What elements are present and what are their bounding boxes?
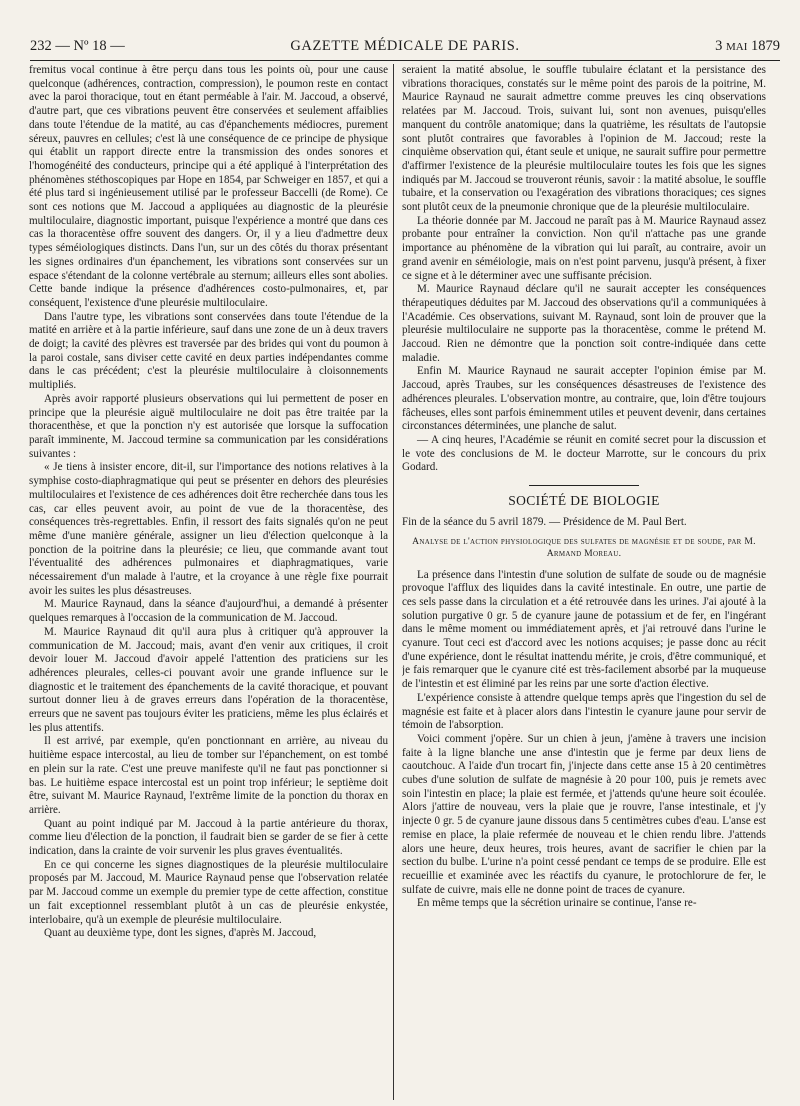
left-column bbox=[29, 64, 388, 1102]
paragraph: fremitus vocal continue à être perçu dans tous les points où, pour une cause quelconque (adhérences, contraction, compression), le poumon reste en contact avec la paroi thoracique, tout en étant perméable à l'air. M. Jaccoud, a observé, d'autre part, que ces vibrations peuvent être conservées et seulement affaiblies dans toute l'étendue de la matité, au cas d'épanchements médiocres, purement séreux, pauvres en cellules; c'est là une conséquence de ce principe de physique qui établit un rapport directe entre la transmission des ondes sonores et l'homogénéité des conducteurs, principe qui a été appliqué à l'interprétation des phénomènes stéthoscopiques par Hope en 1854, par Schweiger en 1857, et qui a été plus tard si ingénieusement utilisé par le professeur Baccelli (de Rome). Ce sont ces notions que M. Jaccoud a appliquées au diagnostic de la pleurésie multiloculaire, diagnostic important, puisque l'expérience a montré que dans ces cas la thoracentèse offre souvent des dangers. Or, il y a lieu d'admettre deux types séméiologiques distincts. Dans l'un, sur un des côtés du thorax présentant les signes ordinaires d'un épanchement, les vibrations sont conservées sur un espace s'étendant de la colonne vertébrale au sternum; ailleurs elles sont abolies. Cette bande indique la présence d'adhérences costo-pulmonaires, et, par conséquent, l'existence d'une pleurésie multiloculaire. bbox=[29, 64, 388, 309]
paragraph: Quant au deuxième type, dont les signes, d'après M. Jaccoud, bbox=[44, 927, 317, 940]
paragraph: M. Maurice Raynaud, dans la séance d'aujourd'hui, a demandé à présenter quelques remarques à l'occasion de la communication de M. Jaccoud. bbox=[29, 598, 388, 625]
paragraph: Dans l'autre type, les vibrations sont conservées dans toute l'étendue de la matité en arrière et à la partie inférieure, sauf dans une zone de un à deux travers de doigt; la cavité des plèvres est traversée par des brides qui vont du poumon à la paroi costale, sans diviser cette cavité en deux parties indépendantes comme dans le cas précédent; c'est la pleurésie multiloculaire à cloisonnements multipliés. bbox=[29, 310, 388, 392]
paragraph: Il est arrivé, par exemple, qu'en ponctionnant en arrière, au niveau du huitième espace intercostal, au lieu de tomber sur l'épanchement, on est tombé en plein sur la rate. C'est une preuve manifeste qu'il ne faut pas ponctionner si bas. Le huitième espace intercostal est un point trop inférieur; le septième doit être, suivant M. Maurice Raynaud, l'extrême limite de la ponction du thorax en arrière. bbox=[29, 735, 388, 816]
paragraph: La théorie donnée par M. Jaccoud ne paraît pas à M. Maurice Raynaud assez probante pour entraîner la conviction. Non qu'il n'attache pas une grande importance au phénomène de la vibration qui lui paraît, au contraire, avoir un grand avenir en séméiologie, mais on n'est point parvenu, jusqu'à présent, à fixer ce signe et à le déterminer avec une suffisante précision. bbox=[402, 214, 766, 282]
paragraph: L'expérience consiste à attendre quelque temps après que l'ingestion du sel de magnésie est faite et à placer alors dans l'intestin le cyanure jaune pour servir de témoin de l'absorption. bbox=[402, 691, 766, 732]
column-divider bbox=[393, 64, 394, 1100]
paragraph: « Je tiens à insister encore, dit-il, sur l'importance des notions relatives à la symphise costo-diaphragmatique qui peut se présenter en dehors des pleurésies multiloculaires et l'existence de ces adhérences doit être recherchée dans tous les cas, car elles peuvent avoir, au point de vue de la thoracentèse, des conséquences très-regrettables. Enfin, il ressort des faits signalés qu'on ne peut même d'une manière générale, assigner un lieu d'élection quelconque à la ponction de la poitrine dans la pleurésie; ce lieu, que commande avant tout l'éventualité des adhérences pulmonaires et diaphragmatiques, varie nécessairement d'un malade à l'autre, et la croyance à une règle fixe pourrait avoir les suites les plus désastreuses. bbox=[29, 461, 388, 597]
journal-title: GAZETTE MÉDICALE DE PARIS. bbox=[290, 38, 520, 54]
section-title: SOCIÉTÉ DE BIOLOGIE bbox=[508, 493, 660, 509]
section-rule bbox=[529, 485, 639, 486]
paragraph: Enfin M. Maurice Raynaud ne saurait accepter l'opinion émise par M. Jaccoud, après Traubes, sur les conséquences désastreuses de l'existence des adhérences pleurales. L'observation montre, au contraire, que, loin d'être toujours fâcheuses, elles sont parfois éminemment utiles et peuvent devenir, dans certaines circonstances déterminées, une planche de salut. bbox=[402, 365, 766, 433]
date-day: 3 bbox=[715, 38, 723, 54]
date-month: MAI bbox=[725, 41, 748, 53]
paragraph: En même temps que la sécrétion urinaire se continue, l'anse re- bbox=[417, 897, 697, 910]
right-column bbox=[402, 64, 766, 1102]
paragraph: Quant au point indiqué par M. Jaccoud à la partie antérieure du thorax, comme lieu d'élection de la ponction, il faudrait bien se garder de se fier à cette indication, dans la crainte de voir survenir les plus graves éventualités. bbox=[29, 817, 388, 858]
analysis-title: Analyse de l'action physiologique des sulfates de magnésie et de soude, par M. Armand Moreau. bbox=[412, 535, 756, 559]
paragraph: En ce qui concerne les signes diagnostiques de la pleurésie multiloculaire proposés par M. Jaccoud, M. Maurice Raynaud pense que l'observation relatée par M. Jaccoud comme un exemple du premier type de cette affection, constitue un fait exceptionnel ressemblant plutôt à un cas de pleurésie enkystée, interlobaire, qu'à un exemple de pleurésie multiloculaire. bbox=[29, 858, 388, 926]
paragraph: La présence dans l'intestin d'une solution de sulfate de soude ou de magnésie provoque l'afflux des liquides dans la cavité intestinale. En outre, une partie de ces sels passe dans la circulation et a été retrouvée dans les urines. J'ai ajouté à la solution purgative 0 gr. 5 de cyanure jaune de potassium et de fer, en l'ingérant dans le même moment ou immédiatement après, et j'ai retrouvé dans l'urine le cyanure. Tout ceci est d'accord avec les notions acquises; je passe donc au récit d'une expérience, dont le résultat inattendu mérite, je crois, d'être communiqué, et je fais remarquer que le cyanure cité est très-facilement absorbé par la muqueuse de l'intestin et est éliminé par les reins par une sorte d'action élective. bbox=[402, 568, 766, 691]
issue-date bbox=[715, 38, 780, 55]
paragraph: M. Maurice Raynaud déclare qu'il ne saurait accepter les conséquences thérapeutiques déduites par M. Jaccoud des observations qu'il a communiquées à l'Académie. Ces observations, suivant M. Raynaud, sont loin de prouver que la pleurésie multiloculaire ne supporte pas la thoracentèse, comme le prétend M. Jaccoud. Rien ne démontre que la ponction soit contre-indiquée dans cette maladie. bbox=[402, 283, 766, 364]
paragraph: Voici comment j'opère. Sur un chien à jeun, j'amène à travers une incision faite à la ligne blanche une anse d'intestin que je ferme par deux liens de caoutchouc. A l'aide d'un trocart fin, j'injecte dans cette anse 15 à 20 centimètres cubes d'une solution de sulfate de magnésie à 20 pour 100, puis je remets avec soin l'intestin en place; la plaie est fermée, et j'attends qu'une heure soit écoulée. Alors j'attire de nouveau, vers la plaie que je rouvre, l'anse intestinale, et j'y injecte 0 gr. 5 de cyanure jaune dissous dans 5 centimètres cubes d'eau. L'anse est remise en place, la plaie refermée de nouveau et le chien rendu libre. J'attends alors une heure, deux heures, trois heures, avant de sacrifier le chien par la section du bulbe. L'urine n'a point cessé pendant ce temps de se produire. Elle est recueillie et examinée avec les réactifs du cyanure, le protochlorure de fer, le sulfate de cuivre, mais elle ne donne point de traces de cyanure. bbox=[402, 732, 766, 896]
page-header bbox=[30, 38, 780, 61]
paragraph: M. Maurice Raynaud dit qu'il aura plus à critiquer qu'à approuver la communication de M. Jaccoud; mais, avant d'en venir aux critiques, il croit devoir louer M. Jaccoud d'avoir appelé l'attention des praticiens sur les adhérences pleurales, celles-ci pouvant avoir une grande influence sur le diagnostic et le traitement des épanchements de la cavité thoracique, et pouvant surtout donner lieu à de graves erreurs dans l'opération de la thoracentèse, erreurs que ne savent pas toujours éviter les praticiens, même les plus éclairés et les plus attentifs. bbox=[29, 625, 388, 734]
paragraph: Après avoir rapporté plusieurs observations qui lui permettent de poser en principe que la pleurésie aiguë multiloculaire ne doit pas être traitée par la thoracenthèse, et que la ponction n'y est autorisée que lorsque la suffocation paraît imminente, M. Jaccoud termine sa communication par les considérations suivantes : bbox=[29, 392, 388, 460]
page-issue-number: 232 — Nº 18 — bbox=[30, 38, 125, 54]
paragraph: seraient la matité absolue, le souffle tubulaire éclatant et la persistance des vibrations thoraciques, constatés sur le même point des parois de la poitrine, M. Maurice Raynaud ne saurait admettre comme preuves les cinq observations relatées par M. Jaccoud. Trois, suivant lui, sont non avenues, puisqu'elles manquent du contrôle anatomique; dans la quatrième, les résultats de l'autopsie sont plutôt contraires que favorables à l'opinion de M. Jaccoud; reste la cinquième observation qui, étant seule et unique, ne saurait suffire pour permettre d'affirmer l'existence de la pleurésie multiloculaire toutes les fois que les signes indiqués par M. Jaccoud se trouveront réunis, savoir : la matité absolue, le souffle tubaire, et la conservation ou l'exagération des vibrations thoraciques; ces signes sont plutôt ceux de la pneumonie chronique que de la pleurésie multiloculaire. bbox=[402, 64, 766, 214]
paragraph: — A cinq heures, l'Académie se réunit en comité secret pour la discussion et le vote des conclusions de M. le docteur Marrotte, sur le concours du prix Godard. bbox=[402, 433, 766, 474]
session-line: Fin de la séance du 5 avril 1879. — Présidence de M. Paul Bert. bbox=[402, 515, 687, 528]
date-year: 1879 bbox=[751, 38, 780, 54]
